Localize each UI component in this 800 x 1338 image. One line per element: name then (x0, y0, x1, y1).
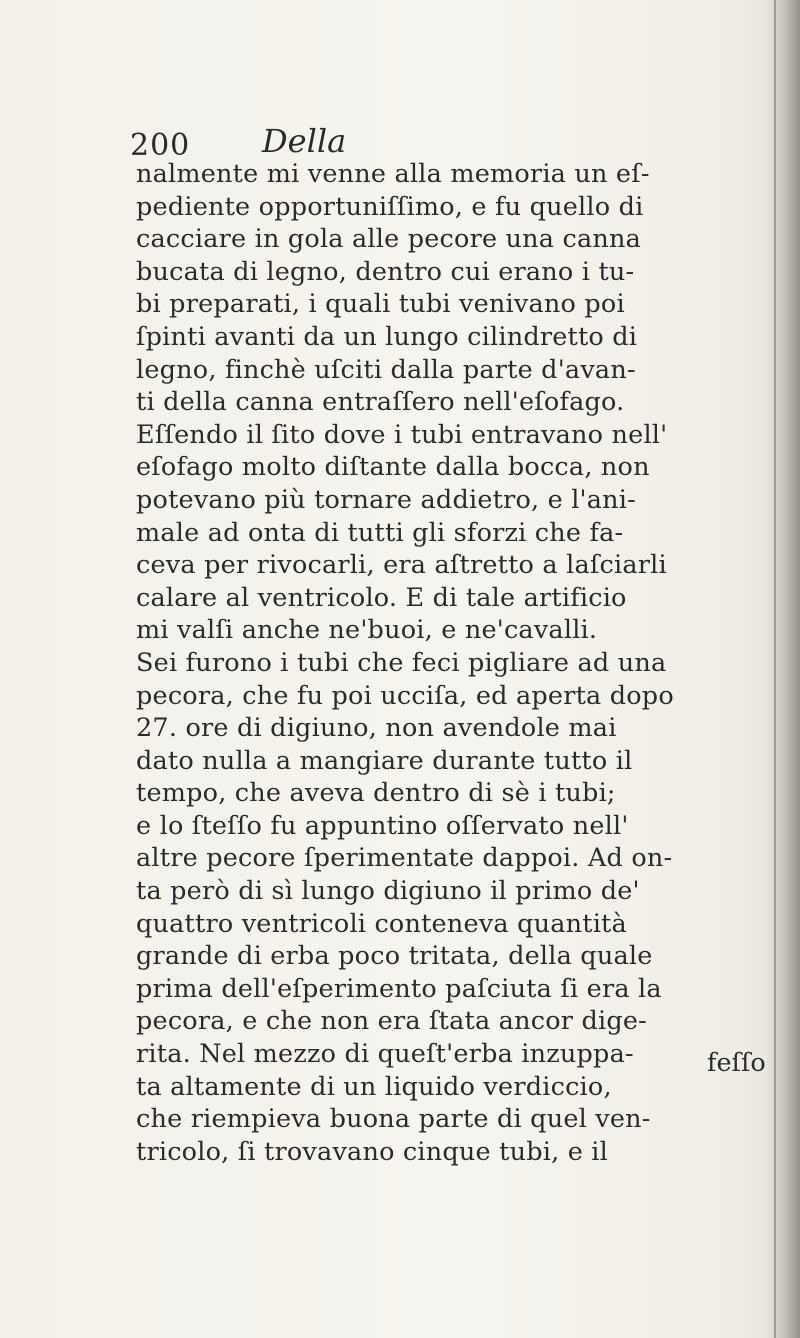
text-line: che riempieva buona parte di quel ven- (136, 1104, 651, 1135)
text-line: quattro ventricoli conteneva quantità (136, 908, 627, 939)
text-line: eſofago molto diſtante dalla bocca, non (136, 452, 650, 483)
text-line: tempo, che aveva dentro di sè i tubi; (136, 778, 616, 809)
text-line: rita. Nel mezzo di queſt'erba inzuppa- (136, 1039, 634, 1070)
text-line: pediente opportuniſſimo, e fu quello di (136, 191, 644, 222)
text-line: ta altamente di un liquido verdiccio, (136, 1071, 612, 1102)
catchword: feſſo (707, 1048, 766, 1078)
text-line: calare al ventricolo. E di tale artificio (136, 582, 627, 613)
text-line: ſpinti avanti da un lungo cilindretto di (136, 321, 638, 352)
text-line: ti della canna entraſſero nell'eſofago. (136, 387, 625, 418)
text-line: dato nulla a mangiare durante tutto il (136, 745, 633, 776)
text-line: ceva per rivocarli, era aſtretto a laſciarli (136, 550, 667, 581)
text-line: legno, finchè uſciti dalla parte d'avan- (136, 354, 636, 385)
text-line: pecora, che fu poi ucciſa, ed aperta dopo (136, 680, 674, 711)
text-line: grande di erba poco tritata, della quale (136, 941, 653, 972)
text-line: bi preparati, i quali tubi venivano poi (136, 289, 625, 320)
text-line: nalmente mi venne alla memoria un eſ- (136, 159, 650, 189)
text-line: e lo ſteſſo fu appuntino oſſervato nell' (136, 810, 629, 841)
running-title: Della (262, 122, 347, 160)
text-line: mi valſi anche ne'buoi, e ne'cavalli. (136, 615, 598, 646)
page-number: 200 (130, 128, 191, 163)
text-line: ta però di sì lungo digiuno il primo de' (136, 876, 640, 907)
text-line: pecora, e che non era ſtata ancor dige- (136, 1006, 647, 1037)
text-line: Sei furono i tubi che feci pigliare ad una (136, 647, 667, 678)
text-line: 27. ore di digiuno, non avendole mai (136, 713, 617, 744)
text-line: altre pecore ſperimentate dappoi. Ad on- (136, 843, 673, 874)
text-line: Eſſendo il ſito dove i tubi entravano nell' (136, 419, 668, 450)
text-line: prima dell'eſperimento paſciuta ſi era la (136, 973, 662, 1004)
text-line: male ad onta di tutti gli sforzi che fa- (136, 517, 624, 548)
text-line: tricolo, ſi trovavano cinque tubi, e il (136, 1136, 609, 1167)
text-line: bucata di legno, dentro cui erano i tu- (136, 256, 635, 287)
text-line: potevano più tornare addietro, e l'ani- (136, 484, 636, 515)
text-line: cacciare in gola alle pecore una canna (136, 224, 642, 255)
body-text (136, 158, 776, 1168)
